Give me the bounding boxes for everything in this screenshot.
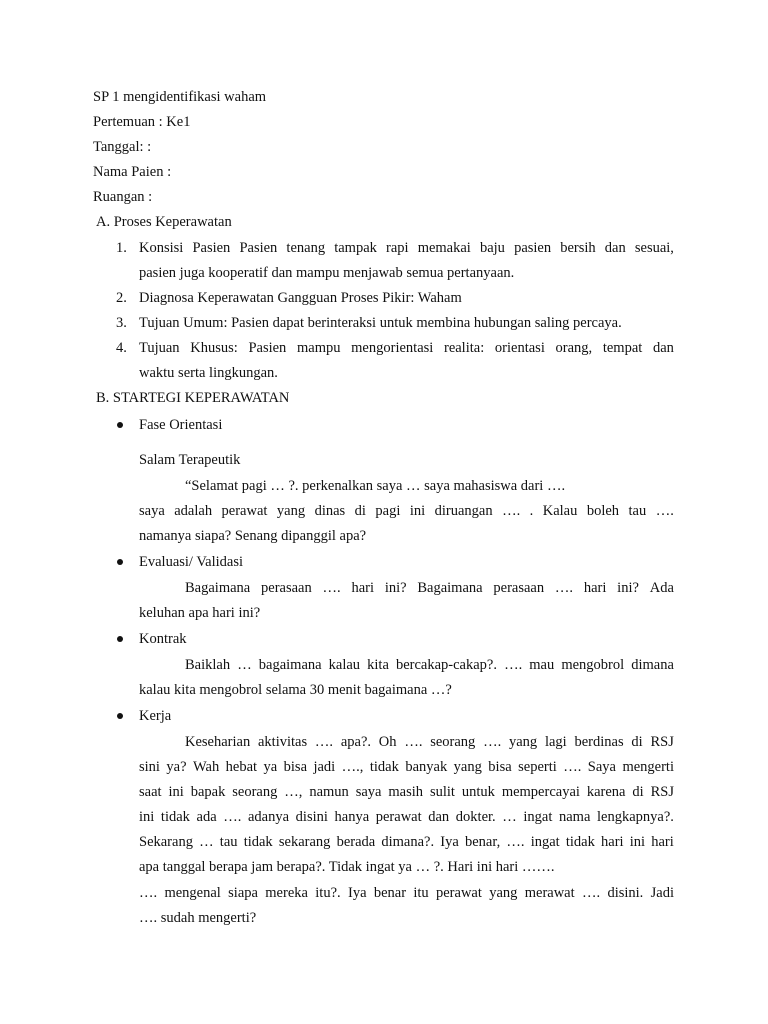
kerja-line-5: [139, 833, 674, 851]
word: sekarang: [278, 834, 331, 850]
word: Pasien: [192, 240, 231, 256]
word: ….: [581, 885, 601, 901]
word: ada: [196, 809, 217, 825]
word: yang: [489, 885, 518, 901]
word: ini: [139, 809, 155, 825]
bullet-icon: [117, 713, 123, 719]
word: Iya: [347, 885, 367, 901]
word: seorang: [430, 734, 476, 750]
word: berdinas: [574, 734, 624, 750]
salam-terapeutik-heading: Salam Terapeutik: [139, 452, 241, 468]
word: yang: [276, 503, 306, 519]
kontrak-line-2: kalau kita mengobrol selama 30 menit bagaimana …?: [139, 682, 452, 698]
word: bapak: [190, 784, 226, 800]
word: …: [502, 809, 517, 825]
word: tau: [219, 834, 238, 850]
word: perasaan: [493, 580, 545, 596]
word: saat: [139, 784, 162, 800]
word: …: [237, 657, 252, 673]
word: bisa: [488, 759, 512, 775]
word: tidak: [243, 834, 273, 850]
word: ….,: [341, 759, 364, 775]
kerja-line-3: [139, 783, 674, 801]
item-3-number: 3.: [116, 315, 127, 331]
word: tau: [628, 503, 647, 519]
word: di: [354, 503, 366, 519]
word: baju: [479, 240, 505, 256]
word: tempat: [602, 340, 643, 356]
word: realita:: [443, 340, 485, 356]
word: kalau: [328, 657, 361, 673]
word: untuk: [461, 784, 495, 800]
word: itu?.: [315, 885, 341, 901]
word: masih: [388, 784, 424, 800]
word: benar,: [464, 834, 501, 850]
word: Pasien: [239, 240, 278, 256]
word: mempercayai: [501, 784, 580, 800]
fase-orientasi-line-2: [139, 502, 674, 520]
word: ….: [502, 503, 521, 519]
word: seorang: [232, 784, 278, 800]
word: yang: [509, 734, 538, 750]
word: ….: [139, 885, 158, 901]
word: Oh: [378, 734, 397, 750]
evaluasi-line-2: keluhan apa hari ini?: [139, 605, 261, 621]
word: sulit: [429, 784, 455, 800]
word: .: [529, 503, 534, 519]
word: Bagaimana: [417, 580, 483, 596]
kerja-line-2: [139, 758, 674, 776]
word: siapa: [228, 885, 258, 901]
item-1-line-1: [139, 239, 674, 257]
word: ini: [409, 503, 426, 519]
nama-field: Nama Paien :: [93, 164, 172, 180]
tanggal-field: Tanggal: :: [93, 139, 152, 155]
word: saya: [139, 503, 165, 519]
word: RSJ: [650, 734, 674, 750]
word: tenang: [286, 240, 326, 256]
word: ….: [404, 734, 423, 750]
word: mereka: [265, 885, 308, 901]
item-1-number: 1.: [116, 240, 127, 256]
word: RSJ: [650, 784, 674, 800]
word: disini.: [607, 885, 644, 901]
kontrak-label: Kontrak: [139, 631, 187, 647]
word: bersih: [560, 240, 596, 256]
item-4-line-1: [139, 339, 674, 357]
word: mengenal: [164, 885, 221, 901]
word: Pasien: [248, 340, 287, 356]
word: ….: [655, 503, 674, 519]
word: berada: [336, 834, 376, 850]
bullet-icon: [117, 636, 123, 642]
word: Iya: [440, 834, 459, 850]
word: tidak: [369, 759, 399, 775]
word: perawat: [221, 503, 268, 519]
word: itu: [413, 885, 429, 901]
word: Ada: [649, 580, 674, 596]
word: ….: [322, 580, 341, 596]
word: bercakap-cakap?.: [395, 657, 497, 673]
word: rapi: [386, 240, 409, 256]
word: ….: [314, 734, 334, 750]
word: bisa: [283, 759, 308, 775]
word: di: [632, 784, 644, 800]
word: jadi: [313, 759, 336, 775]
kerja-line-1: [185, 733, 674, 751]
word: boleh: [586, 503, 620, 519]
word: karena: [586, 784, 626, 800]
word: sini: [139, 759, 160, 775]
item-4-number: 4.: [116, 340, 127, 356]
word: dokter.: [455, 809, 496, 825]
pertemuan-field: Pertemuan : Ke1: [93, 114, 191, 130]
word: Jadi: [650, 885, 674, 901]
word: mengobrol: [561, 657, 625, 673]
word: bagaimana: [258, 657, 322, 673]
word: hari: [601, 834, 624, 850]
word: perawat: [375, 809, 422, 825]
word: ya?: [166, 759, 187, 775]
word: mau: [529, 657, 555, 673]
evaluasi-line-1: [185, 579, 674, 597]
word: Saya: [587, 759, 616, 775]
word: namun: [309, 784, 349, 800]
kontrak-line-1: [185, 656, 674, 674]
kerja-line-6: apa tanggal berapa jam berapa?. Tidak ingat ya … ?. Hari ini hari …….: [139, 859, 555, 875]
word: ….: [563, 759, 582, 775]
word: ….: [554, 580, 574, 596]
word: aktivitas: [258, 734, 308, 750]
word: ingat: [523, 809, 553, 825]
word: hebat: [225, 759, 258, 775]
fase-orientasi-line-1: “Selamat pagi … ?. perkenalkan saya … saya mahasiswa dari ….: [185, 478, 566, 494]
word: Khusus:: [190, 340, 238, 356]
word: dan: [652, 340, 674, 356]
word: hanya: [334, 809, 370, 825]
word: Baiklah: [185, 657, 231, 673]
fase-orientasi-line-3: namanya siapa? Senang dipanggil apa?: [139, 528, 367, 544]
item-3-line-1: Tujuan Umum: Pasien dapat berinteraksi untuk membina hubungan saling percaya.: [139, 315, 622, 331]
ruangan-field: Ruangan :: [93, 189, 153, 205]
word: saya: [355, 784, 382, 800]
word: dan: [604, 240, 626, 256]
word: ini?: [617, 580, 639, 596]
word: pasien: [514, 240, 552, 256]
word: ….: [506, 834, 525, 850]
section-a-heading: A. Proses Keperawatan: [96, 214, 232, 230]
word: Tujuan: [139, 340, 180, 356]
word: pagi: [375, 503, 401, 519]
word: tidak: [160, 809, 190, 825]
word: disini: [295, 809, 328, 825]
word: nama: [559, 809, 591, 825]
word: ingat: [530, 834, 560, 850]
section-b-heading: B. STARTEGI KEPERAWATAN: [96, 390, 290, 406]
word: Wah: [192, 759, 220, 775]
word: orang,: [555, 340, 593, 356]
word: ….: [223, 809, 242, 825]
word: Keseharian: [185, 734, 251, 750]
item-1-line-2: pasien juga kooperatif dan mampu menjawab semua pertanyaan.: [139, 265, 515, 281]
kerja-line-4: [139, 808, 674, 826]
word: yang: [453, 759, 482, 775]
word: benar: [373, 885, 407, 901]
word: ….: [504, 657, 523, 673]
fase-orientasi-label: Fase Orientasi: [139, 417, 223, 433]
kerja-line-7: [139, 884, 674, 902]
item-4-line-2: waktu serta lingkungan.: [139, 365, 278, 381]
item-2-number: 2.: [116, 290, 127, 306]
word: dan: [428, 809, 450, 825]
word: ini: [168, 784, 184, 800]
word: mampu: [296, 340, 341, 356]
word: ya: [263, 759, 278, 775]
word: adanya: [248, 809, 290, 825]
word: Kalau: [542, 503, 578, 519]
word: tidak: [565, 834, 595, 850]
word: …: [199, 834, 214, 850]
word: hari: [583, 580, 607, 596]
word: dimana?.: [381, 834, 435, 850]
word: dinas: [314, 503, 346, 519]
word: Konsisi: [139, 240, 184, 256]
word: mengorientasi: [351, 340, 434, 356]
word: memakai: [417, 240, 471, 256]
word: dimana: [631, 657, 674, 673]
evaluasi-label: Evaluasi/ Validasi: [139, 554, 244, 570]
word: Bagaimana: [185, 580, 251, 596]
word: …,: [284, 784, 303, 800]
word: orientasi: [494, 340, 545, 356]
document-title: SP 1 mengidentifikasi waham: [93, 89, 267, 105]
word: hari: [651, 834, 674, 850]
word: perasaan: [261, 580, 312, 596]
word: sesuai,: [634, 240, 674, 256]
kerja-label: Kerja: [139, 708, 172, 724]
word: tampak: [334, 240, 377, 256]
word: di: [631, 734, 643, 750]
word: seperti: [518, 759, 557, 775]
word: Sekarang: [139, 834, 193, 850]
word: mengerti: [622, 759, 674, 775]
word: hari: [351, 580, 375, 596]
word: merawat: [524, 885, 575, 901]
word: ini: [629, 834, 646, 850]
word: diruangan: [434, 503, 493, 519]
word: lengkapnya?.: [597, 809, 674, 825]
bullet-icon: [117, 559, 123, 565]
word: apa?.: [340, 734, 372, 750]
word: ….: [483, 734, 502, 750]
word: ini?: [384, 580, 407, 596]
word: lagi: [544, 734, 567, 750]
word: kita: [367, 657, 389, 673]
word: perawat: [436, 885, 482, 901]
word: banyak: [405, 759, 448, 775]
word: adalah: [174, 503, 213, 519]
bullet-icon: [117, 422, 123, 428]
kerja-line-8: …. sudah mengerti?: [139, 910, 257, 926]
item-2-line-1: Diagnosa Keperawatan Gangguan Proses Pikir: Waham: [139, 290, 462, 306]
